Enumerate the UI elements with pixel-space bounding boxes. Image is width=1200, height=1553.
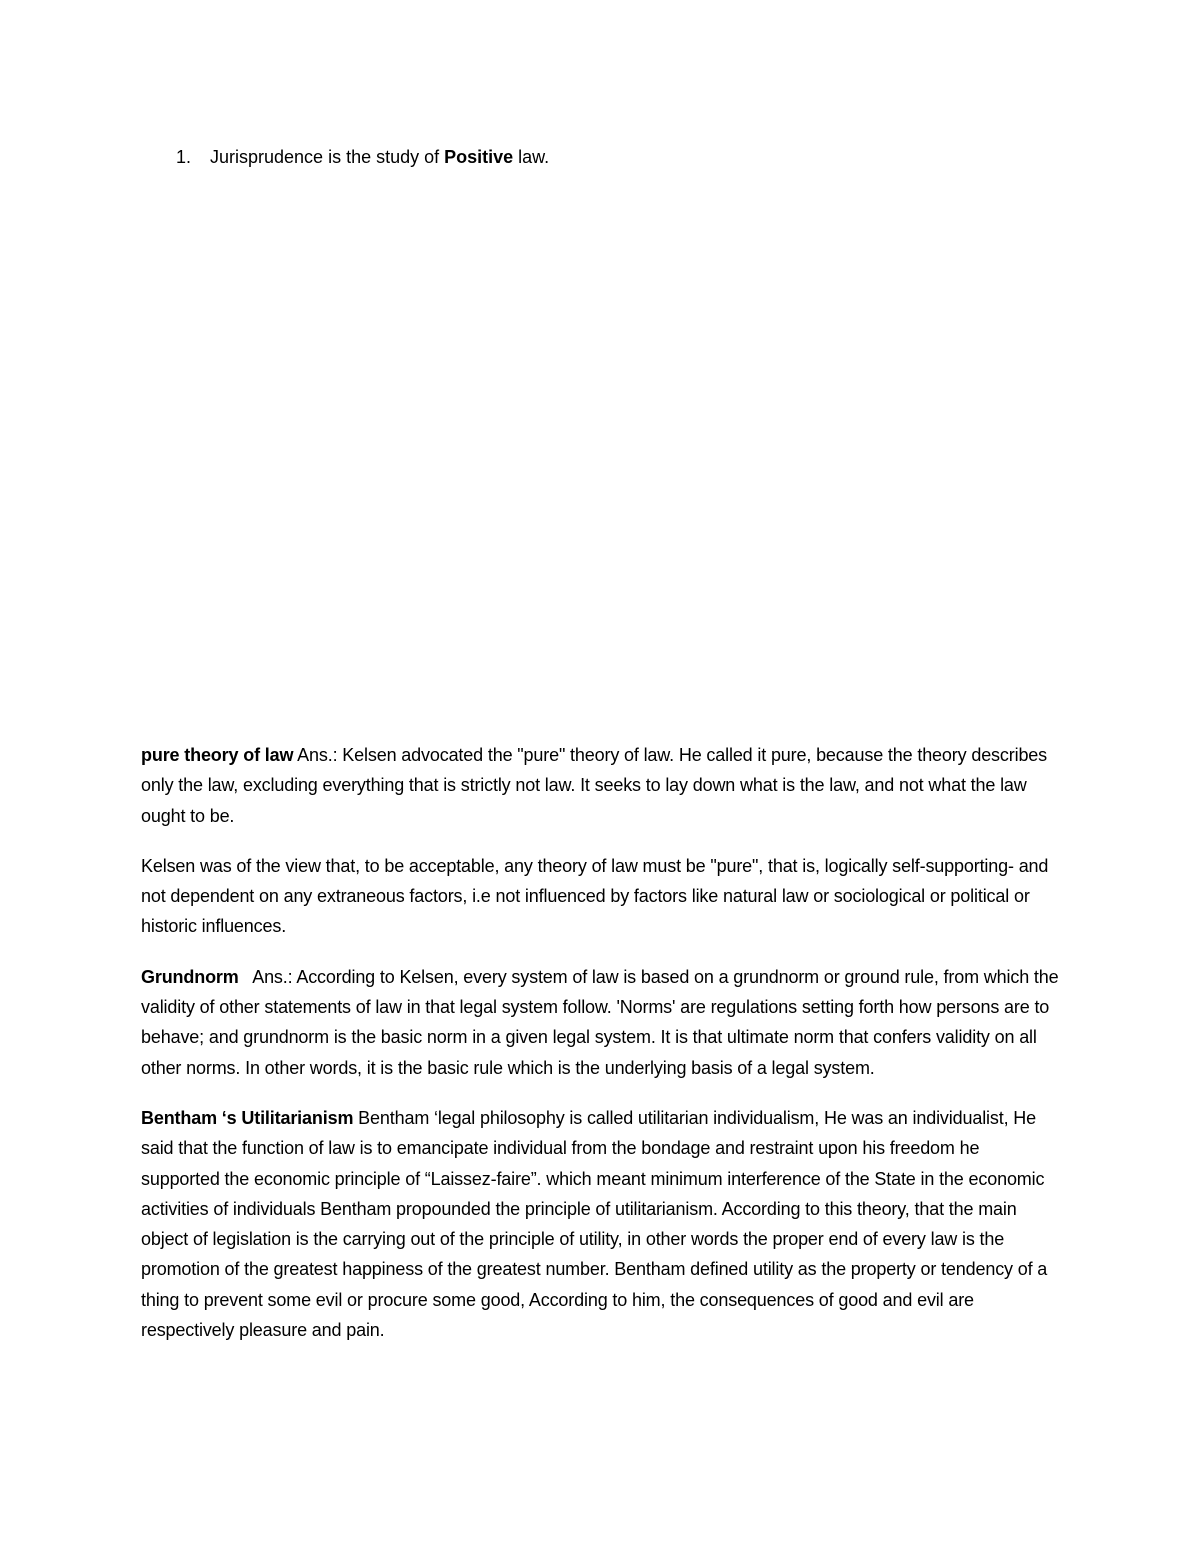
list-text-after: law. (513, 147, 550, 167)
paragraph-pure-theory (141, 740, 1061, 831)
heading-grundnorm: Grundnorm (141, 966, 239, 987)
text-grundnorm: Ans.: According to Kelsen, every system of law is based on a grundnorm or ground rule, from which the validity of other statements of law in that legal system follow. 'Norms' are regulations setting forth how persons are to behave; and grundnorm is the basic norm in a given legal system. It is that ultimate norm that confers validity on all other norms. In other words, it is the basic rule which is the underlying basis of a legal system. (141, 966, 1064, 1078)
heading-pure-theory: pure theory of law (141, 745, 294, 765)
list-bold-term: Positive (444, 147, 514, 167)
document-body (141, 740, 1064, 1365)
paragraph-grundnorm (141, 962, 1064, 1083)
text-kelsen-view: Kelsen was of the view that, to be acceptable, any theory of law must be "pure", that is, logically self-supporting- and not dependent on any extraneous factors, i.e not influenced by factors like natural law or sociological or political or historic influences. (141, 855, 1049, 937)
list-text-before: Jurisprudence is the study of (210, 147, 445, 167)
text-bentham: Bentham ‘legal philosophy is called utilitarian individualism, He was an individualist, He said that the function of law is to emancipate individual from the bondage and restraint upon his freedom he supported the economic principle of “Laissez-faire”. which meant minimum interference of the State in the economic activities of individuals Bentham propounded the principle of utilitarianism. According to this theory, that the main object of legislation is the carrying out of the principle of utility, in other words the proper end of every law is the promotion of the greatest happiness of the greatest number. Bentham defined utility as the property or tendency of a thing to prevent some evil or procure some good, According to him, the consequences of good and evil are respectively pleasure and pain. (141, 1107, 1048, 1341)
heading-bentham: Bentham ‘s Utilitarianism (141, 1107, 354, 1128)
paragraph-kelsen-view (141, 851, 1061, 942)
paragraph-bentham (141, 1103, 1061, 1345)
list-item-jurisprudence (176, 145, 549, 169)
list-number: 1. (176, 147, 192, 167)
text-pure-theory: Ans.: Kelsen advocated the "pure" theory of law. He called it pure, because the theory describes only the law, excluding everything that is strictly not law. It seeks to lay down what is the law, and not what the law ought to be. (141, 745, 1048, 826)
